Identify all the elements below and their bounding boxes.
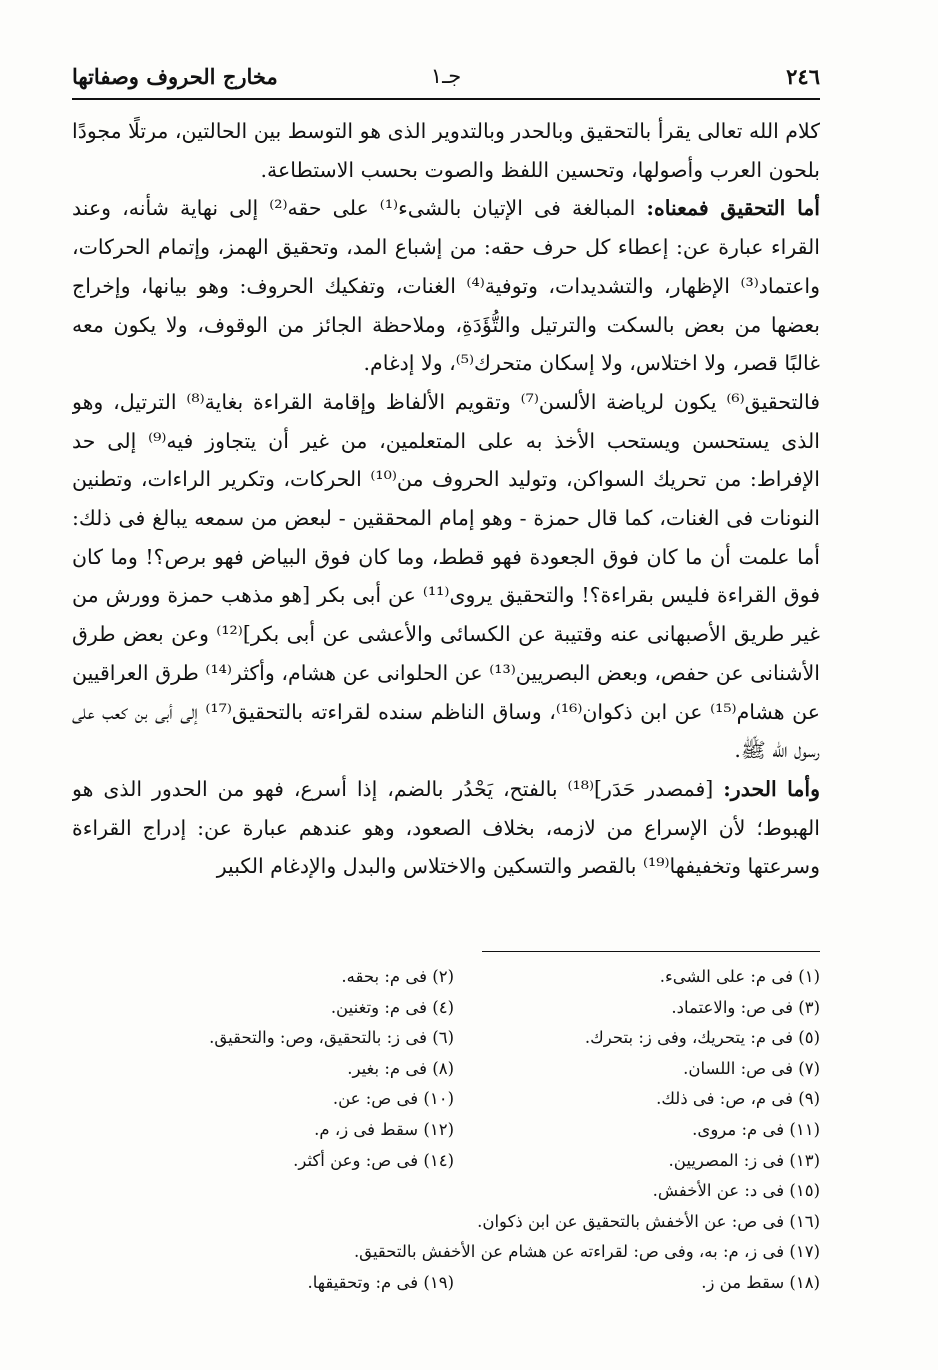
footnote: (٩) فى م، ص: فى ذلك.	[656, 1089, 820, 1109]
paragraph-4-text: [فمصدر حَدَر]⁽¹⁸⁾ بالفتح، يَحْدُر بالضم، إذا أسرع، فهو من الحدور الذى هو الهبوط؛ لأن الإسراع من لازمه، بخلاف الصعود، وهو عندهم عبارة عن: إدراج القراءة وسرعتها وتخفيفها⁽¹⁹⁾ بالقصر والتسكين والاختلاس والبدل والإدغام الكبير	[72, 776, 820, 879]
paragraph-2	[72, 189, 820, 383]
footnote: (٥) فى م: يتحريك، وفى ز: بتحرك.	[584, 1028, 820, 1048]
footnote: (١١) فى م: مروى.	[692, 1119, 820, 1139]
page-number: ٢٤٦	[786, 64, 820, 89]
footnote-row	[72, 962, 820, 993]
paragraph-4	[72, 770, 820, 886]
footnote: (٧) فى ص: اللسان.	[683, 1058, 820, 1078]
main-text	[72, 112, 820, 948]
running-header	[72, 58, 820, 96]
footnote: (١٢) سقط فى ز، م.	[314, 1119, 454, 1139]
footnote: (١٧) فى ز، م: به، وفى ص: لقراءته عن هشام عن الأخفش بالتحقيق.	[353, 1242, 820, 1262]
paragraph-2-text: المبالغة فى الإتيان بالشىء⁽¹⁾ على حقه⁽²⁾ إلى نهاية شأنه، وعند القراء عبارة عن: إعطاء كل حرف حقه: من إشباع المد، وتحقيق الهمز، وإتمام الحركات، واعتماد⁽³⁾ الإظهار، والتشديدات، وتوفية⁽⁴⁾ الغنات، وتفكيك الحروف: وهو بيانها، وإخراج بعضها من بعض بالسكت والترتيل والتُّؤَدَةِ، وملاحظة الجائز من الوقوف، ولا يكون معه غالبًا قصر، ولا اختلاس، ولا إسكان متحرك⁽⁵⁾، ولا إدغام.	[72, 196, 820, 376]
footnote-row	[72, 1237, 820, 1268]
volume-label: جـ١	[430, 64, 462, 88]
footnote-row	[72, 1268, 820, 1299]
footnote-rule	[482, 951, 820, 952]
footnote: (١٣) فى ز: المصريين.	[668, 1150, 820, 1170]
footnote-row	[72, 1146, 820, 1177]
footnote: (٤) فى م: وتغنين.	[330, 997, 454, 1017]
footnote-row	[72, 1115, 820, 1146]
footnote-row	[72, 1207, 820, 1238]
footnote: (١٥) فى د: عن الأخفش.	[652, 1181, 820, 1201]
footnote: (١٤) فى ص: وعن أكثر.	[293, 1150, 454, 1170]
footnote-row	[72, 993, 820, 1024]
footnote: (٣) فى ص: والاعتماد.	[671, 997, 820, 1017]
footnote-row	[72, 1054, 820, 1085]
footnote-row	[72, 1084, 820, 1115]
footnote-row	[72, 1023, 820, 1054]
footnote-row	[72, 1176, 820, 1207]
footnote: (٦) فى ز: بالتحقيق، وص: والتحقيق.	[209, 1028, 454, 1048]
footnote: (١٩) فى م: وتحقيقها.	[307, 1272, 454, 1292]
heading-tahqiq: أما التحقيق فمعناه:	[646, 196, 820, 221]
footnotes	[72, 962, 820, 1299]
footnote: (٢) فى م: بحقه.	[341, 967, 454, 986]
footnote: (٨) فى م: بغير.	[347, 1058, 454, 1078]
footnote: (١٠) فى ص: عن.	[332, 1089, 454, 1109]
header-rule	[72, 98, 820, 100]
footnote: (١٨) سقط من ز.	[701, 1272, 820, 1292]
paragraph-3: فالتحقيق⁽⁶⁾ يكون لرياضة الألسن⁽⁷⁾ وتقويم الألفاظ وإقامة القراءة بغاية⁽⁸⁾ الترتيل، وهو الذى يستحسن ويستحب الأخذ به على المتعلمين، من غير أن يتجاوز فيه⁽⁹⁾ إلى حد الإفراط: من تحريك السواكن، وتوليد الحروف من⁽¹⁰⁾ الحركات، وتكرير الراءات، وتطنين النونات فى الغنات، كما قال حمزة - وهو إمام المحققين - لبعض من سمعه يبالغ فى ذلك: أما علمت أن ما كان فوق الجعودة فهو قطط، وما كان فوق البياض فهو برص؟! وما كان فوق القراءة فليس بقراءة؟! والتحقيق يروى⁽¹¹⁾ عن أبى بكر [هو مذهب حمزة وورش من غير طريق الأصبهانى عنه وقتيبة عن الكسائى والأعشى عن أبى بكر]⁽¹²⁾ وعن بعض طرق الأشنانى عن حفص، وبعض البصريين⁽¹³⁾ عن الحلوانى عن هشام، وأكثر⁽¹⁴⁾ طرق العراقيين عن هشام⁽¹⁵⁾ عن ابن ذكوان⁽¹⁶⁾، وساق الناظم سنده لقراءته بالتحقيق⁽¹⁷⁾ إلى أبى بن كعب على رسول الله ﷺ.	[72, 389, 820, 763]
heading-hadr: وأما الحدر:	[723, 776, 820, 801]
footnote: (١٦) فى ص: عن الأخفش بالتحقيق عن ابن ذكوان.	[477, 1211, 820, 1231]
footnote: (١) فى م: على الشىء.	[659, 967, 820, 986]
paragraph-1: كلام الله تعالى يقرأ بالتحقيق وبالحدر وبالتدوير الذى هو التوسط بين الحالتين، مرتلًا مجودًا بلحون العرب وأصولها، وتحسين اللفظ والصوت بحسب الاستطاعة.	[72, 119, 820, 182]
chapter-title: مخارج الحروف وصفاتها	[72, 64, 278, 89]
